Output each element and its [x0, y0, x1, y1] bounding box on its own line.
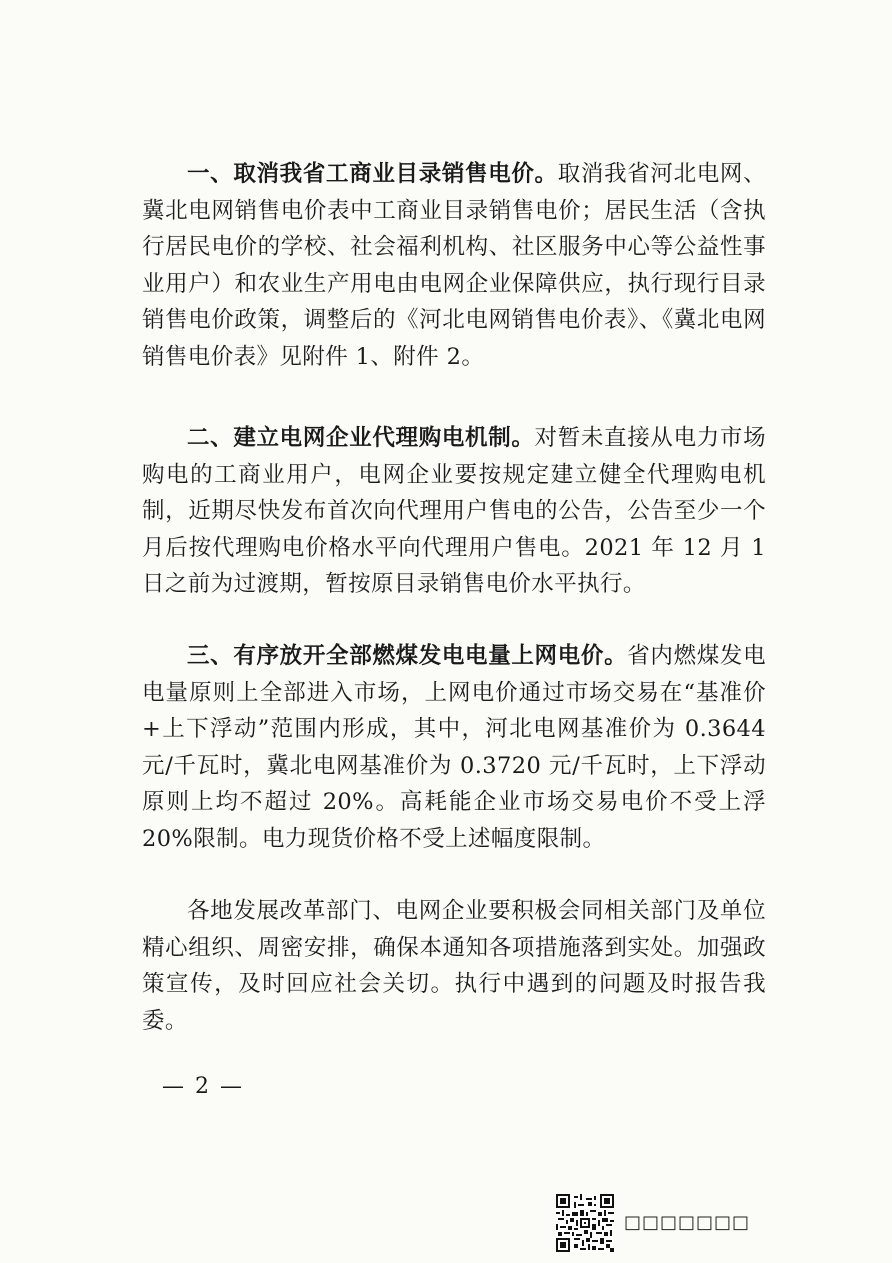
- closing-body: 各地发展改革部门、电网企业要积极会同相关部门及单位精心组织、周密安排，确保本通知各项措施落到实处。加强政策宣传，及时回应社会关切。执行中遇到的问题及时报告我委。: [142, 898, 766, 1034]
- section-1-heading: 一、取消我省工商业目录销售电价。: [187, 161, 558, 187]
- closing-paragraph: [142, 893, 766, 1039]
- page-number: — 2 —: [162, 1074, 244, 1099]
- qr-code-icon: [556, 1194, 614, 1252]
- section-3-body: 省内燃煤发电电量原则上全部进入市场，上网电价通过市场交易在“基准价+上下浮动”范围内形成，其中，河北电网基准价为 0.3644 元/千瓦时，冀北电网基准价为 0.3720 元/千瓦时，上下浮动原则上均不超过 20%。高耗能企业市场交易电价不受上浮 20%限制。电力现货价格不受上述幅度限制。: [142, 643, 766, 852]
- section-1-paragraph: [142, 156, 766, 375]
- section-3-paragraph: [142, 638, 766, 857]
- section-2-heading: 二、建立电网企业代理购电机制。: [187, 425, 535, 451]
- qr-caption: □□□□□□□: [624, 1212, 751, 1233]
- section-2-body: 对暂未直接从电力市场购电的工商业用户，电网企业要按规定建立健全代理购电机制，近期尽快发布首次向代理用户售电的公告，公告至少一个月后按代理购电价格水平向代理用户售电。2021 年 12 月 1 日之前为过渡期，暂按原目录销售电价水平执行。: [142, 425, 766, 597]
- section-2-paragraph: [142, 420, 766, 603]
- section-3-heading: 三、有序放开全部燃煤发电电量上网电价。: [187, 643, 628, 669]
- section-1-body: 取消我省河北电网、冀北电网销售电价表中工商业目录销售电价；居民生活（含执行居民电价的学校、社会福利机构、社区服务中心等公益性事业用户）和农业生产用电由电网企业保障供应，执行现行目录销售电价政策，调整后的《河北电网销售电价表》、《冀北电网销售电价表》见附件 1、附件 2。: [142, 161, 766, 370]
